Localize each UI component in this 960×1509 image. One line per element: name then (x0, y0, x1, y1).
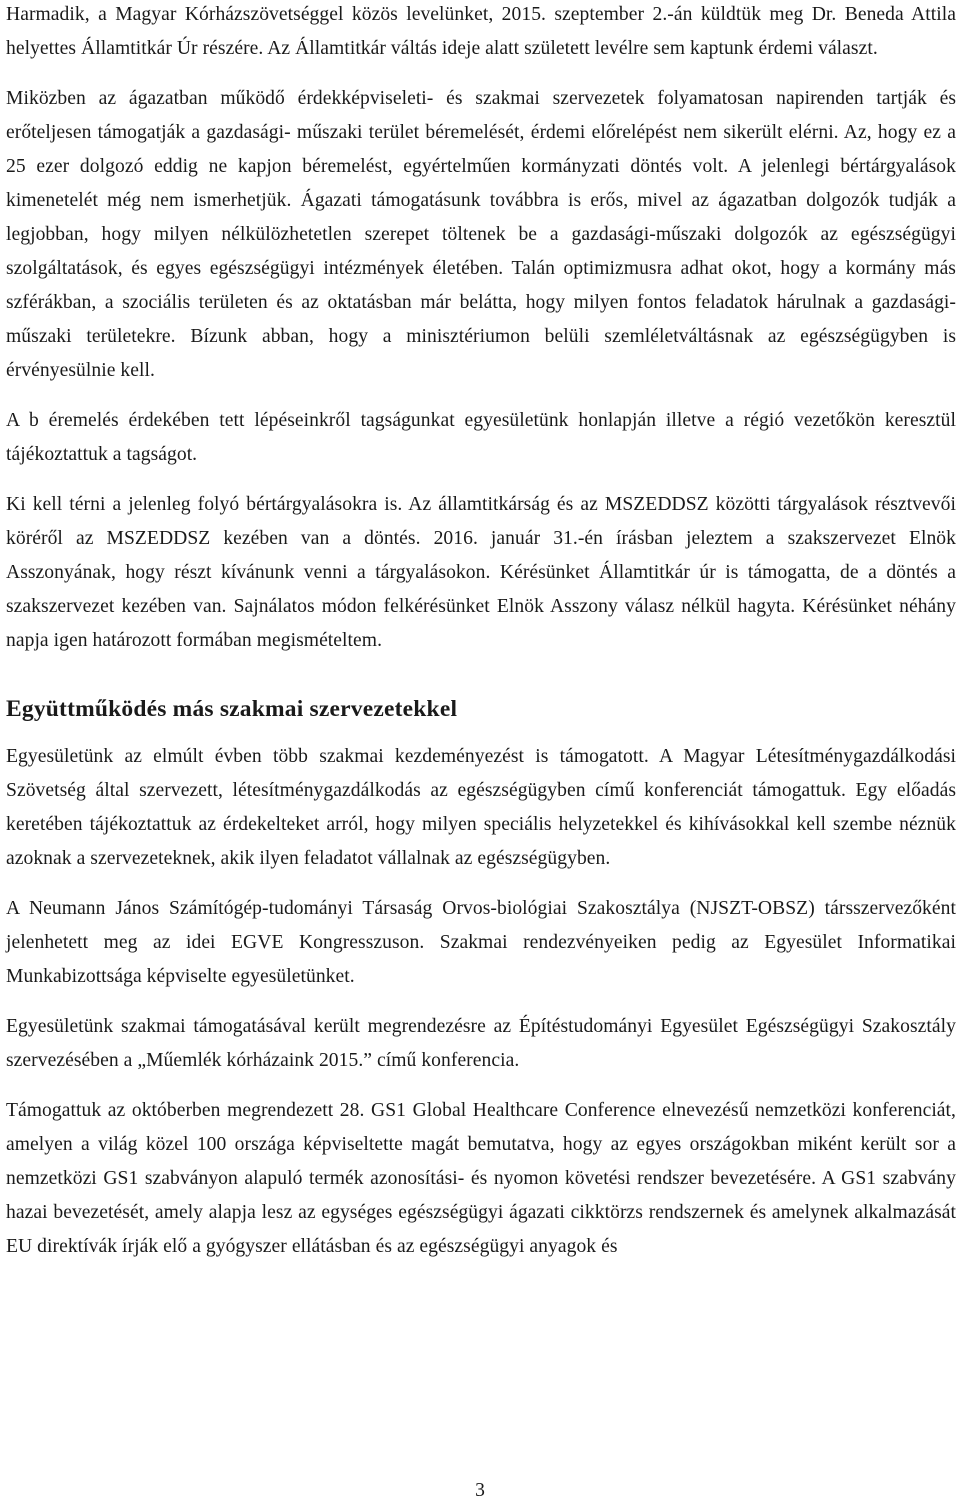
section-heading: Együttműködés más szakmai szervezetekkel (6, 696, 458, 722)
paragraph-wage-increase: Miközben az ágazatban működő érdekképviseleti- és szakmai szervezetek folyamatosan napirenden tartják és erőteljesen támogatják a gazdasági- műszaki terület béremelését, érdemi előrelépést nem sikerült elérni. Az, hogy ez a 25 ezer dolgozó eddig ne kapjon béremelést, egyértelműen kormányzati döntés volt. A jelenlegi bértárgyalások kimenetelét még nem ismerhetjük. Ágazati támogatásunk továbbra is erős, mivel az ágazatban dolgozók tudják a legjobban, hogy milyen nélkülözhetetlen szerepet töltenek be a gazdasági-műszaki dolgozók az egészségügyi szolgáltatások, és egyes egészségügyi intézmények életében. Talán optimizmusra adhat okot, hogy a kormány más szférákban, a szociális területen és az oktatásban már belátta, hogy milyen fontos feladatok hárulnak a gazdasági-műszaki területekre. Bízunk abban, hogy a minisztériumon belüli szemléletváltásnak az egészségügyben is érvényesülnie kell. (6, 88, 956, 381)
section-heading-wrapper (6, 692, 956, 726)
page-number: 3 (475, 1480, 485, 1501)
paragraph-wage-negotiations: Ki kell térni a jelenleg folyó bértárgyalásokra is. Az államtitkárság és az MSZEDDSZ közötti tárgyalások résztvevői köréről az MSZEDDSZ kezében van a döntés. 2016. január 31.-én írásban jeleztem a szakszervezet Elnök Asszonyának, hogy részt kívánunk venni a tárgyalásokon. Kérésünket Államtitkár úr is támogatta, de a döntés a szakszervezet kezében van. Sajnálatos módon felkérésünket Elnök Asszony válasz nélkül hagyta. Kérésünket néhány napja igen határozott formában megismételtem. (6, 494, 956, 651)
paragraph-gs1-conference: Támogattuk az októberben megrendezett 28. GS1 Global Healthcare Conference elnevezésű nemzetközi konferenciát, amelyen a világ közel 100 országa képviseltette magát bemutatva, hogy az egyes országokban miként került sor a nemzetközi GS1 szabványon alapuló termék azonosítási- és nyomon követési rendszer bevezetésére. A GS1 szabvány hazai bevezetését, amely alapja lesz az egységes egészségügyi ágazati cikktörzs rendszernek és amelynek alkalmazását EU direktívák írják elő a gyógyszer ellátásban és az egészségügyi anyagok és (6, 1100, 956, 1257)
paragraph-letter-status: Harmadik, a Magyar Kórházszövetséggel közös levelünket, 2015. szeptember 2.-án küldtük meg Dr. Beneda Attila helyettes Államtitkár Úr részére. Az Államtitkár váltás ideje alatt született levélre sem kaptunk érdemi választ. (6, 4, 956, 59)
document-page (6, 0, 956, 1264)
paragraph-monument-hospitals: Egyesületünk szakmai támogatásával került megrendezésre az Építéstudományi Egyesület Egészségügyi Szakosztály szervezésében a „Műemlék kórházaink 2015.” című konferencia. (6, 1016, 956, 1071)
paragraph-facility-management: Egyesületünk az elmúlt évben több szakmai kezdeményezést is támogatott. A Magyar Létesítménygazdálkodási Szövetség által szervezett, létesítménygazdálkodás az egészségügyben című konferenciát támogattuk. Egy előadás keretében tájékoztattuk az érdekelteket arról, hogy milyen speciális helyzetekkel és kihívásokkal kell szembe néznük azoknak a szervezeteknek, akik ilyen feladatot vállalnak az egészségügyben. (6, 746, 956, 869)
paragraph-njszt-obsz: A Neumann János Számítógép-tudományi Társaság Orvos-biológiai Szakosztálya (NJSZT-OBSZ) társszervezőként jelenhetett meg az idei EGVE Kongresszuson. Szakmai rendezvényeiken pedig az Egyesület Informatikai Munkabizottsága képviselte egyesületünket. (6, 898, 956, 987)
paragraph-membership-info: A b éremelés érdekében tett lépéseinkről tagságunkat egyesületünk honlapján illetve a régió vezetőkön keresztül tájékoztattuk a tagságot. (6, 410, 956, 465)
